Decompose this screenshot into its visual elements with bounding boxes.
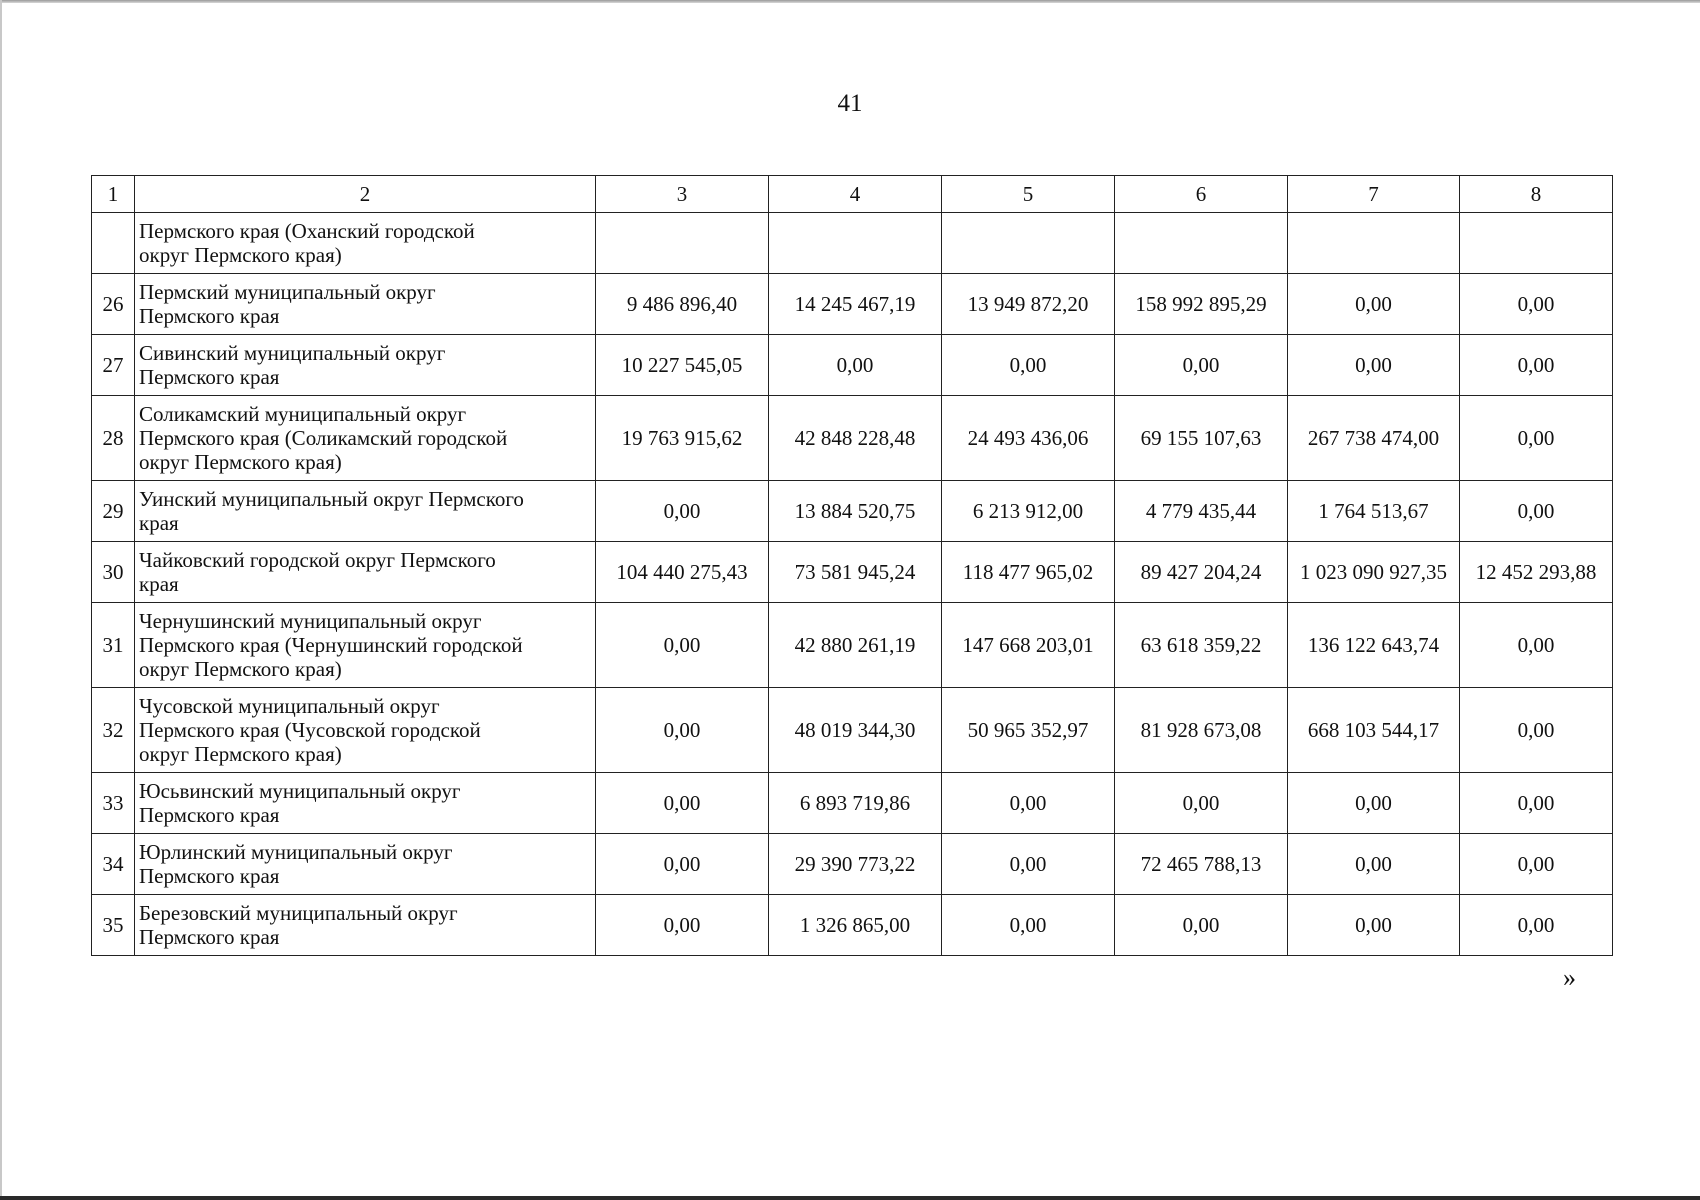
value-cell: 9 486 896,40 — [596, 274, 769, 335]
table-row — [92, 335, 1613, 396]
header-cell: 1 — [92, 176, 135, 213]
municipality-name-line: Березовский муниципальный округ — [139, 901, 458, 925]
value-cell: 50 965 352,97 — [942, 688, 1115, 773]
municipality-name-line: Пермского края (Оханский городской — [139, 219, 475, 243]
municipality-name-line: Соликамский муниципальный округ — [139, 402, 467, 426]
value-cell: 12 452 293,88 — [1460, 542, 1613, 603]
municipality-name — [135, 773, 596, 834]
value-cell: 24 493 436,06 — [942, 396, 1115, 481]
municipality-name-line: Пермский муниципальный округ — [139, 280, 436, 304]
row-number: 32 — [92, 688, 135, 773]
value-cell: 0,00 — [942, 773, 1115, 834]
value-cell: 73 581 945,24 — [769, 542, 942, 603]
value-cell: 0,00 — [1460, 396, 1613, 481]
value-cell: 104 440 275,43 — [596, 542, 769, 603]
value-cell: 42 848 228,48 — [769, 396, 942, 481]
value-cell: 0,00 — [769, 335, 942, 396]
value-cell: 118 477 965,02 — [942, 542, 1115, 603]
header-cell: 8 — [1460, 176, 1613, 213]
value-cell: 0,00 — [1460, 834, 1613, 895]
value-cell: 0,00 — [1115, 773, 1288, 834]
value-cell: 1 023 090 927,35 — [1288, 542, 1460, 603]
value-cell: 0,00 — [596, 688, 769, 773]
value-cell: 267 738 474,00 — [1288, 396, 1460, 481]
row-number: 31 — [92, 603, 135, 688]
municipality-name-line: края — [139, 572, 179, 596]
municipality-name-line: Пермского края — [139, 365, 280, 389]
municipality-name-line: Чернушинский муниципальный округ — [139, 609, 482, 633]
value-cell: 0,00 — [1115, 335, 1288, 396]
value-cell: 0,00 — [942, 895, 1115, 956]
table-row — [92, 274, 1613, 335]
row-number: 35 — [92, 895, 135, 956]
table-row — [92, 895, 1613, 956]
value-cell: 0,00 — [1288, 834, 1460, 895]
data-table — [91, 175, 1613, 956]
page-number: 41 — [837, 90, 863, 117]
municipality-name-line: Пермского края (Чусовской городской — [139, 718, 481, 742]
value-cell: 13 884 520,75 — [769, 481, 942, 542]
value-cell — [1460, 213, 1613, 274]
table-row — [92, 688, 1613, 773]
value-cell: 89 427 204,24 — [1115, 542, 1288, 603]
header-cell: 5 — [942, 176, 1115, 213]
value-cell: 136 122 643,74 — [1288, 603, 1460, 688]
municipality-name-line: Чайковский городской округ Пермского — [139, 548, 496, 572]
row-number: 30 — [92, 542, 135, 603]
value-cell: 668 103 544,17 — [1288, 688, 1460, 773]
value-cell: 0,00 — [596, 834, 769, 895]
value-cell: 0,00 — [1460, 335, 1613, 396]
municipality-name-line: округ Пермского края) — [139, 450, 342, 474]
scan-edge-left — [0, 0, 2, 1200]
value-cell: 0,00 — [1288, 773, 1460, 834]
municipality-name-line: края — [139, 511, 179, 535]
value-cell: 6 213 912,00 — [942, 481, 1115, 542]
value-cell: 48 019 344,30 — [769, 688, 942, 773]
value-cell: 0,00 — [1460, 773, 1613, 834]
scan-edge-bottom — [0, 1196, 1700, 1200]
value-cell — [1288, 213, 1460, 274]
value-cell: 0,00 — [1460, 274, 1613, 335]
closing-quote-mark: » — [1563, 963, 1576, 992]
municipality-name — [135, 834, 596, 895]
table-body — [92, 176, 1613, 956]
municipality-name-line: Пермского края (Соликамский городской — [139, 426, 508, 450]
row-number: 29 — [92, 481, 135, 542]
table-row — [92, 213, 1613, 274]
table-row — [92, 603, 1613, 688]
municipality-name — [135, 274, 596, 335]
municipality-name-line: Пермского края (Чернушинский городской — [139, 633, 523, 657]
value-cell: 0,00 — [596, 481, 769, 542]
value-cell: 69 155 107,63 — [1115, 396, 1288, 481]
municipality-name-line: округ Пермского края) — [139, 243, 342, 267]
header-cell: 4 — [769, 176, 942, 213]
municipality-name-line: округ Пермского края) — [139, 657, 342, 681]
value-cell — [942, 213, 1115, 274]
municipality-name-line: Пермского края — [139, 304, 280, 328]
municipality-name — [135, 481, 596, 542]
table-row — [92, 396, 1613, 481]
header-cell: 6 — [1115, 176, 1288, 213]
value-cell: 10 227 545,05 — [596, 335, 769, 396]
header-cell: 2 — [135, 176, 596, 213]
value-cell: 42 880 261,19 — [769, 603, 942, 688]
value-cell — [1115, 213, 1288, 274]
table-row — [92, 481, 1613, 542]
value-cell: 0,00 — [1115, 895, 1288, 956]
municipality-name — [135, 688, 596, 773]
value-cell: 0,00 — [1460, 688, 1613, 773]
value-cell: 14 245 467,19 — [769, 274, 942, 335]
municipality-name — [135, 542, 596, 603]
value-cell: 4 779 435,44 — [1115, 481, 1288, 542]
value-cell: 29 390 773,22 — [769, 834, 942, 895]
value-cell: 63 618 359,22 — [1115, 603, 1288, 688]
municipality-name — [135, 335, 596, 396]
value-cell: 1 764 513,67 — [1288, 481, 1460, 542]
header-cell: 3 — [596, 176, 769, 213]
table-header-row — [92, 176, 1613, 213]
value-cell: 0,00 — [596, 895, 769, 956]
value-cell: 1 326 865,00 — [769, 895, 942, 956]
value-cell: 13 949 872,20 — [942, 274, 1115, 335]
header-cell: 7 — [1288, 176, 1460, 213]
value-cell: 81 928 673,08 — [1115, 688, 1288, 773]
municipality-name — [135, 396, 596, 481]
value-cell: 0,00 — [596, 603, 769, 688]
row-number — [92, 213, 135, 274]
municipality-name-line: Пермского края — [139, 925, 280, 949]
municipality-name — [135, 213, 596, 274]
municipality-name-line: Сивинский муниципальный округ — [139, 341, 446, 365]
row-number: 26 — [92, 274, 135, 335]
value-cell: 0,00 — [1288, 274, 1460, 335]
value-cell: 0,00 — [942, 834, 1115, 895]
municipality-name-line: Юсьвинский муниципальный округ — [139, 779, 461, 803]
value-cell: 6 893 719,86 — [769, 773, 942, 834]
value-cell: 0,00 — [1460, 603, 1613, 688]
value-cell: 0,00 — [1288, 895, 1460, 956]
row-number: 34 — [92, 834, 135, 895]
municipality-name — [135, 603, 596, 688]
value-cell: 147 668 203,01 — [942, 603, 1115, 688]
value-cell: 0,00 — [596, 773, 769, 834]
table-row — [92, 542, 1613, 603]
value-cell: 0,00 — [1460, 895, 1613, 956]
table-row — [92, 773, 1613, 834]
scan-edge-top — [0, 0, 1700, 3]
value-cell: 0,00 — [942, 335, 1115, 396]
municipality-name-line: Чусовской муниципальный округ — [139, 694, 440, 718]
municipality-name-line: Пермского края — [139, 864, 280, 888]
value-cell: 0,00 — [1460, 481, 1613, 542]
value-cell: 72 465 788,13 — [1115, 834, 1288, 895]
municipality-name-line: Пермского края — [139, 803, 280, 827]
value-cell — [596, 213, 769, 274]
municipality-name-line: Юрлинский муниципальный округ — [139, 840, 453, 864]
value-cell: 0,00 — [1288, 335, 1460, 396]
table-row — [92, 834, 1613, 895]
row-number: 27 — [92, 335, 135, 396]
value-cell: 158 992 895,29 — [1115, 274, 1288, 335]
municipality-name-line: Уинский муниципальный округ Пермского — [139, 487, 524, 511]
value-cell: 19 763 915,62 — [596, 396, 769, 481]
row-number: 28 — [92, 396, 135, 481]
row-number: 33 — [92, 773, 135, 834]
municipality-name-line: округ Пермского края) — [139, 742, 342, 766]
value-cell — [769, 213, 942, 274]
municipality-name — [135, 895, 596, 956]
